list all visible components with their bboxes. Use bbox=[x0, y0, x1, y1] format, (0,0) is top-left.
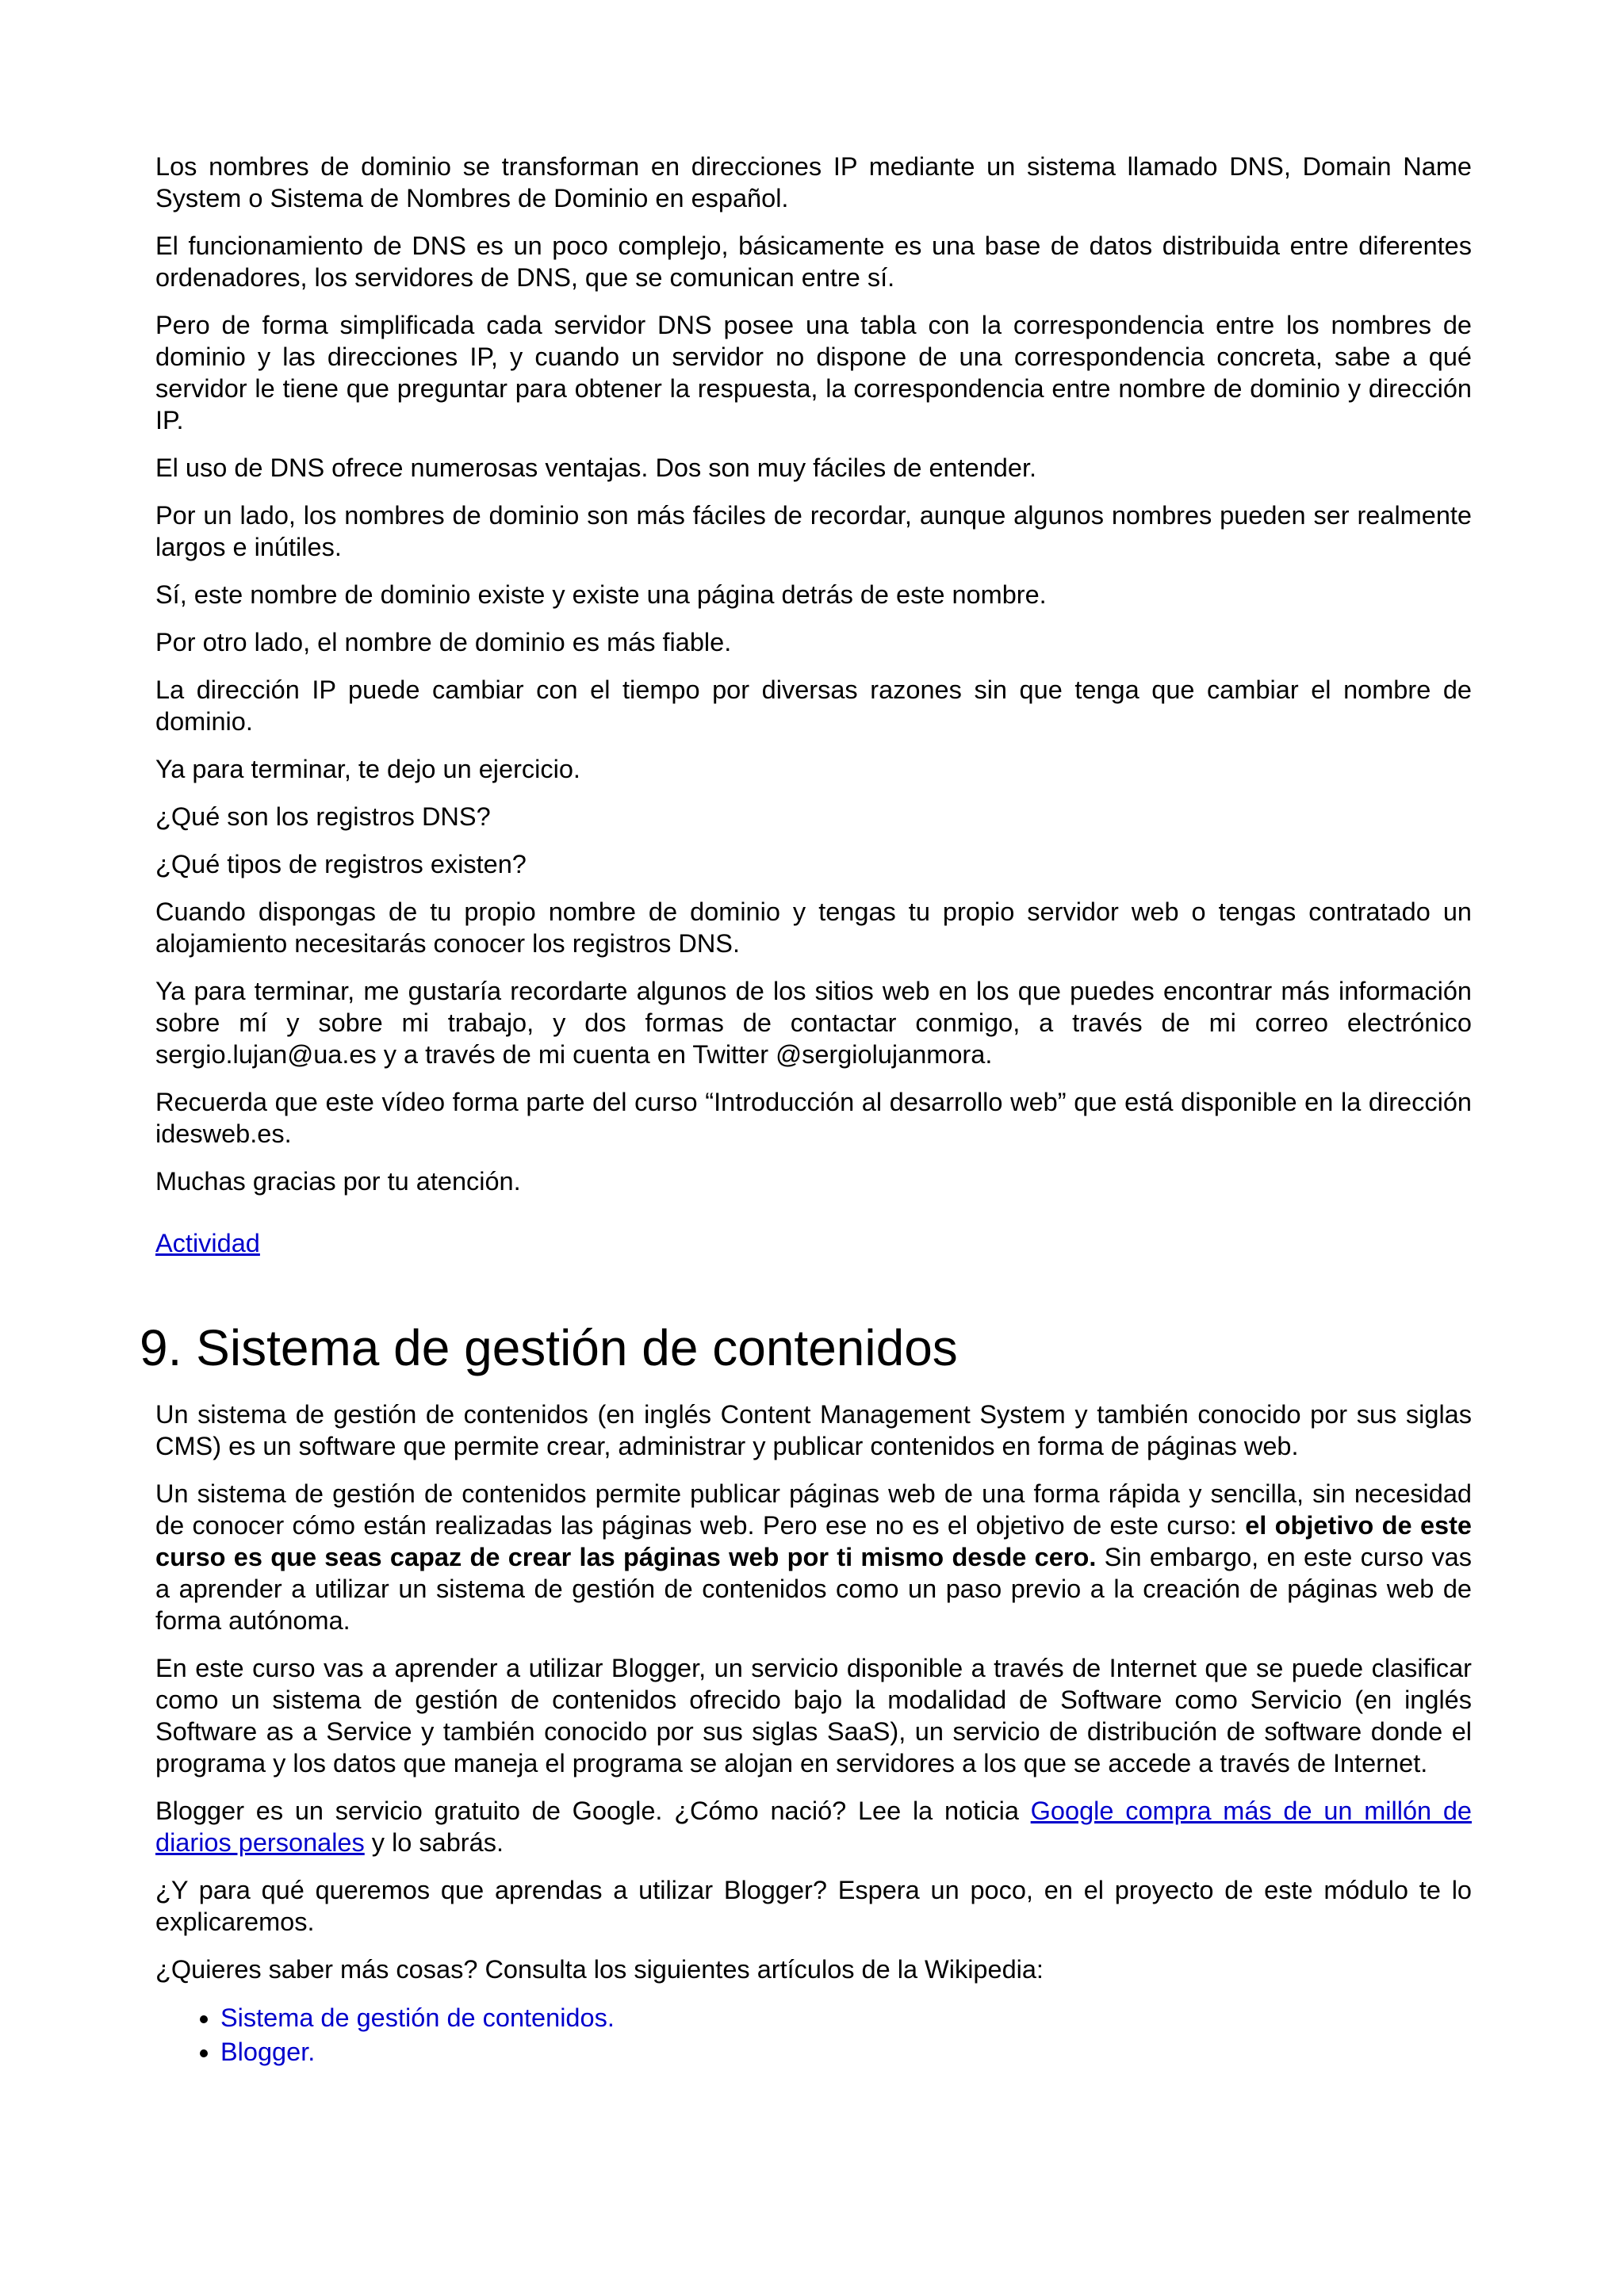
list-item bbox=[220, 2001, 1472, 2035]
bold-text: el objetivo de este curso es que seas capaz de crear las páginas web por ti mismo desde cero. bbox=[155, 1511, 1472, 1571]
activity-link[interactable]: Actividad bbox=[155, 1229, 260, 1257]
wikipedia-links-list bbox=[155, 2001, 1472, 2069]
paragraph bbox=[155, 1478, 1472, 1636]
text-span: Un sistema de gestión de contenidos permite publicar páginas web de una forma rápida y sencilla, sin necesidad de conocer cómo están realizadas las páginas web. Pero ese no es el objetivo de este curso: bbox=[155, 1479, 1472, 1540]
paragraph: Muchas gracias por tu atención. bbox=[155, 1167, 521, 1196]
news-link[interactable]: Google compra más de un millón de diarios personales bbox=[155, 1797, 1472, 1857]
wiki-link-cms[interactable]: Sistema de gestión de contenidos. bbox=[220, 2003, 615, 2032]
wiki-link-blogger[interactable]: Blogger. bbox=[220, 2038, 316, 2066]
paragraph: El funcionamiento de DNS es un poco complejo, básicamente es una base de datos distribuida entre diferentes ordenadores, los servidores de DNS, que se comunican entre sí. bbox=[155, 232, 1472, 292]
paragraph: La dirección IP puede cambiar con el tiempo por diversas razones sin que tenga que cambiar el nombre de dominio. bbox=[155, 675, 1472, 736]
paragraph: Cuando dispongas de tu propio nombre de dominio y tengas tu propio servidor web o tengas contratado un alojamiento necesitarás conocer los registros DNS. bbox=[155, 897, 1472, 958]
activity-paragraph bbox=[155, 1227, 1472, 1259]
document-page bbox=[140, 151, 1473, 2069]
cms-section bbox=[155, 1399, 1472, 2069]
paragraph: Ya para terminar, te dejo un ejercicio. bbox=[155, 755, 580, 783]
paragraph bbox=[155, 1795, 1472, 1858]
paragraph: El uso de DNS ofrece numerosas ventajas. Dos son muy fáciles de entender. bbox=[155, 453, 1036, 482]
text-span: Blogger es un servicio gratuito de Google. ¿Cómo nació? Lee la noticia bbox=[155, 1797, 1031, 1825]
text-span: y lo sabrás. bbox=[364, 1828, 504, 1857]
paragraph: Recuerda que este vídeo forma parte del curso “Introducción al desarrollo web” que está disponible en la dirección idesweb.es. bbox=[155, 1088, 1472, 1148]
paragraph: Por un lado, los nombres de dominio son más fáciles de recordar, aunque algunos nombres pueden ser realmente largos e inútiles. bbox=[155, 501, 1472, 561]
paragraph: ¿Qué son los registros DNS? bbox=[155, 802, 491, 831]
section-heading: 9. Sistema de gestión de contenidos bbox=[140, 1319, 958, 1376]
paragraph: ¿Y para qué queremos que aprendas a utilizar Blogger? Espera un poco, en el proyecto de este módulo te lo explicaremos. bbox=[155, 1876, 1472, 1936]
paragraph: ¿Qué tipos de registros existen? bbox=[155, 850, 527, 878]
paragraph: Por otro lado, el nombre de dominio es más fiable. bbox=[155, 628, 732, 656]
paragraph: Sí, este nombre de dominio existe y existe una página detrás de este nombre. bbox=[155, 580, 1047, 609]
text-span: Sin embargo, en este curso vas a aprender a utilizar un sistema de gestión de contenidos como un paso previo a la creación de páginas web de forma autónoma. bbox=[155, 1543, 1473, 1635]
paragraph: Los nombres de dominio se transforman en direcciones IP mediante un sistema llamado DNS, Domain Name System o Sistema de Nombres de Dominio en español. bbox=[155, 152, 1472, 212]
paragraph: En este curso vas a aprender a utilizar Blogger, un servicio disponible a través de Internet que se puede clasificar como un sistema de gestión de contenidos ofrecido bajo la modalidad de Software como Servicio (en inglés Software as a Service y también conocido por sus siglas SaaS), un servicio de distribución de software donde el programa y los datos que maneja el programa se alojan en servidores a los que se accede a través de Internet. bbox=[155, 1654, 1472, 1777]
paragraph: Un sistema de gestión de contenidos (en inglés Content Management System y también conocido por sus siglas CMS) es un software que permite crear, administrar y publicar contenidos en forma de páginas web. bbox=[155, 1400, 1472, 1460]
list-item bbox=[220, 2035, 1472, 2069]
paragraph: ¿Quieres saber más cosas? Consulta los siguientes artículos de la Wikipedia: bbox=[155, 1955, 1044, 1984]
paragraph: Pero de forma simplificada cada servidor DNS posee una tabla con la correspondencia entre los nombres de dominio y las direcciones IP, y cuando un servidor no dispone de una correspondencia concreta, sabe a qué servidor le tiene que preguntar para obtener la respuesta, la correspondencia entre nombre de dominio y dirección IP. bbox=[155, 311, 1472, 434]
paragraph: Ya para terminar, me gustaría recordarte algunos de los sitios web en los que puedes encontrar más información sobre mí y sobre mi trabajo, y dos formas de contactar conmigo, a través de mi correo electrónico sergio.lujan@ua.es y a través de mi cuenta en Twitter @sergiolujanmora. bbox=[155, 977, 1472, 1069]
dns-section bbox=[155, 151, 1472, 1259]
